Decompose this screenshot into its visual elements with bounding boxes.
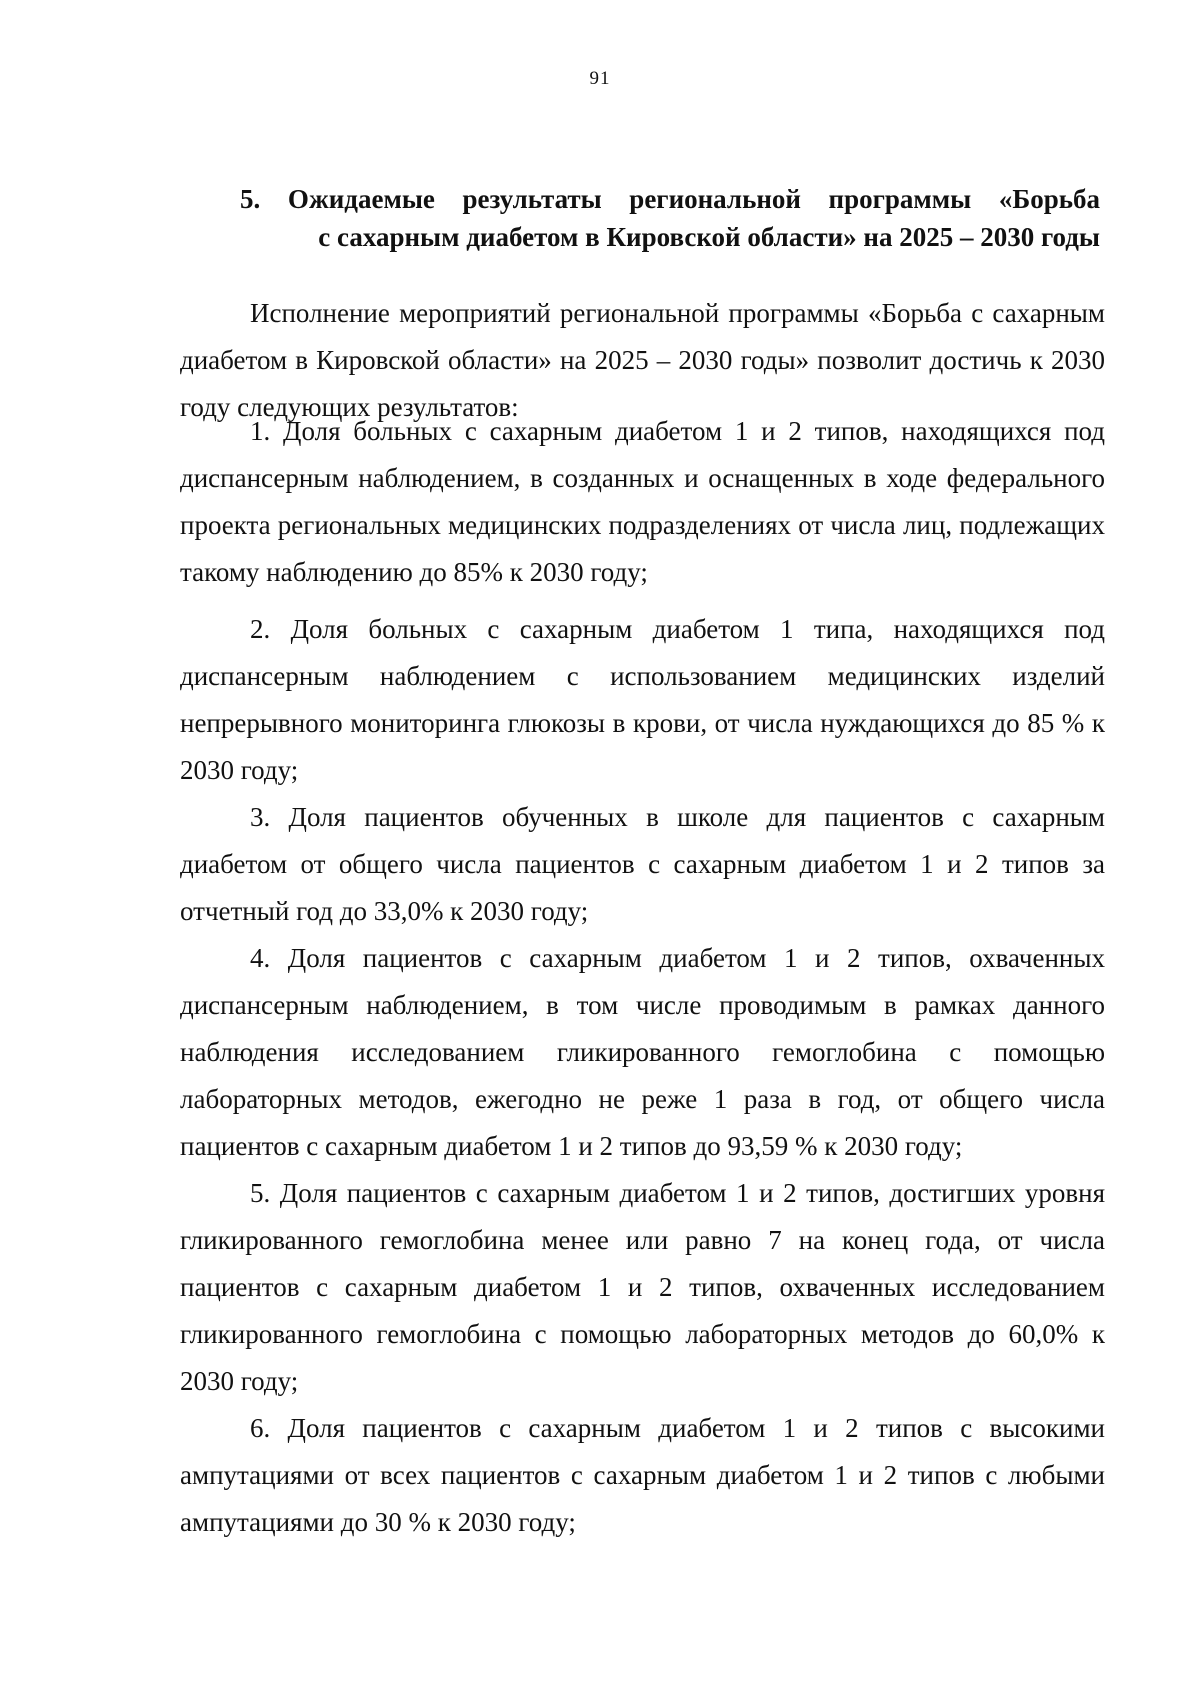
result-item-2: 2. Доля больных с сахарным диабетом 1 типа, находящихся под диспансерным наблюдением с использованием медицинских изделий непрерывного мониторинга глюкозы в крови, от числа нуждающихся до 85 % к 2030 году; <box>180 614 1105 785</box>
result-item-3: 3. Доля пациентов обученных в школе для пациентов с сахарным диабетом от общего числа пациентов с сахарным диабетом 1 и 2 типов за отчетный год до 33,0% к 2030 году; <box>180 802 1105 926</box>
results-list <box>180 408 1105 1546</box>
intro-paragraph: Исполнение мероприятий региональной программы «Борьба с сахарным диабетом в Кировской области» на 2025 – 2030 годы» позволит достичь к 2030 году следующих результатов: <box>180 298 1105 422</box>
page-number: 91 <box>589 68 611 89</box>
result-item-4: 4. Доля пациентов с сахарным диабетом 1 и 2 типов, охваченных диспансерным наблюдением, в том числе проводимым в рамках данного наблюдения исследованием гликированного гемоглобина с помощью лабораторных методов, ежегодно не реже 1 раза в год, от общего числа пациентов с сахарным диабетом 1 и 2 типов до 93,59 % к 2030 году; <box>180 943 1105 1161</box>
result-item-5: 5. Доля пациентов с сахарным диабетом 1 и 2 типов, достигших уровня гликированного гемоглобина менее или равно 7 на конец года, от числа пациентов с сахарным диабетом 1 и 2 типов, охваченных исследованием гликированного гемоглобина с помощью лабораторных методов до 60,0% к 2030 году; <box>180 1178 1105 1396</box>
heading-line-1: 5. Ожидаемые результаты региональной программы «Борьба <box>240 184 1100 214</box>
heading-line-2: с сахарным диабетом в Кировской области» на 2025 – 2030 годы <box>318 222 1100 252</box>
section-heading <box>240 180 1100 256</box>
result-item-6: 6. Доля пациентов с сахарным диабетом 1 и 2 типов с высокими ампутациями от всех пациентов с сахарным диабетом 1 и 2 типов с любыми ампутациями до 30 % к 2030 году; <box>180 1413 1105 1537</box>
result-item-1: 1. Доля больных с сахарным диабетом 1 и 2 типов, находящихся под диспансерным наблюдением, в созданных и оснащенных в ходе федерального проекта региональных медицинских подразделениях от числа лиц, подлежащих такому наблюдению до 85% к 2030 году; <box>180 416 1105 587</box>
